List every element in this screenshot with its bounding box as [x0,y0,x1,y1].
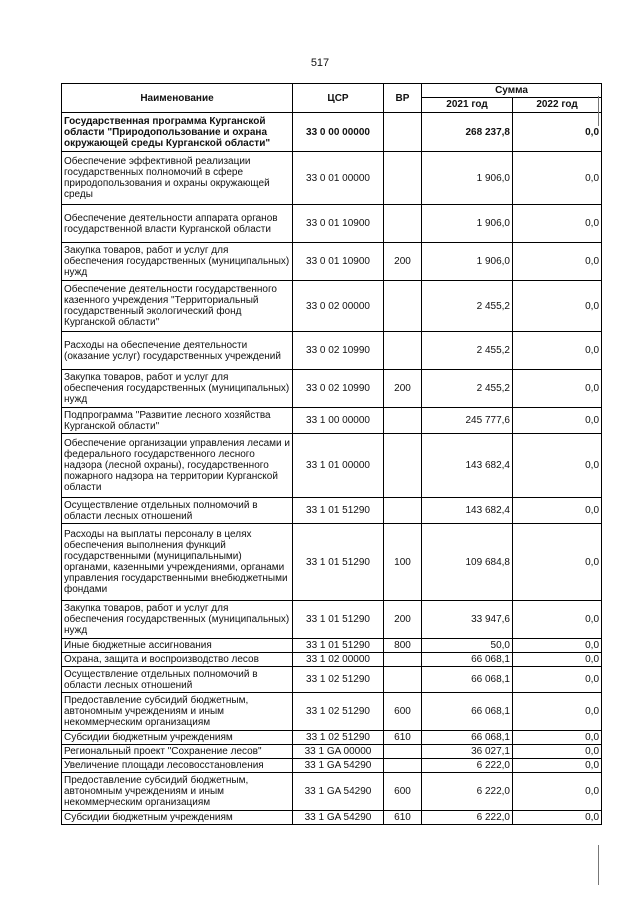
row-csr: 33 0 00 00000 [293,113,384,152]
row-sum-2021: 109 684,8 [422,524,513,601]
table-row [62,370,602,408]
table-row [62,408,602,434]
row-vr: 600 [384,773,422,811]
table-row [62,434,602,498]
table-row [62,113,602,152]
row-vr: 200 [384,243,422,281]
scan-artifact-line [598,96,599,126]
row-name: Иные бюджетные ассигнования [62,639,293,653]
column-header-name: Наименование [62,84,293,113]
row-sum-2021: 245 777,6 [422,408,513,434]
table-row [62,332,602,370]
row-vr: 200 [384,370,422,408]
row-vr: 100 [384,524,422,601]
row-name: Подпрограмма "Развитие лесного хозяйства Курганской области" [62,408,293,434]
row-sum-2022: 0,0 [513,811,602,825]
table-row [62,243,602,281]
row-csr: 33 1 GA 54290 [293,759,384,773]
row-sum-2021: 143 682,4 [422,498,513,524]
row-csr: 33 1 02 51290 [293,693,384,731]
row-csr: 33 1 GA 00000 [293,745,384,759]
row-csr: 33 0 02 00000 [293,281,384,332]
row-vr [384,332,422,370]
row-sum-2022: 0,0 [513,731,602,745]
table-row [62,524,602,601]
row-sum-2022: 0,0 [513,434,602,498]
row-sum-2021: 66 068,1 [422,693,513,731]
table-row [62,745,602,759]
row-sum-2022: 0,0 [513,408,602,434]
row-name: Субсидии бюджетным учреждениям [62,731,293,745]
column-header-vr: ВР [384,84,422,113]
table-row [62,281,602,332]
row-name: Предоставление субсидий бюджетным, автономным учреждениям и иным некоммерческим организациям [62,693,293,731]
column-header-sum: Сумма [422,84,602,98]
table-row [62,667,602,693]
row-vr: 800 [384,639,422,653]
row-sum-2021: 66 068,1 [422,653,513,667]
table-row [62,811,602,825]
table-row [62,653,602,667]
row-csr: 33 1 02 51290 [293,731,384,745]
row-csr: 33 1 02 51290 [293,667,384,693]
row-name: Увеличение площади лесовосстановления [62,759,293,773]
row-vr: 610 [384,731,422,745]
row-csr: 33 1 GA 54290 [293,773,384,811]
column-header-csr: ЦСР [293,84,384,113]
row-sum-2021: 6 222,0 [422,811,513,825]
row-sum-2021: 6 222,0 [422,773,513,811]
row-sum-2021: 2 455,2 [422,370,513,408]
row-vr [384,152,422,205]
table-row [62,759,602,773]
row-csr: 33 1 01 00000 [293,434,384,498]
row-sum-2021: 33 947,6 [422,601,513,639]
row-csr: 33 0 02 10990 [293,332,384,370]
row-vr [384,759,422,773]
row-vr: 200 [384,601,422,639]
row-sum-2022: 0,0 [513,152,602,205]
row-name: Обеспечение деятельности государственного казенного учреждения "Территориальный государственный экологический фонд Курганской области" [62,281,293,332]
row-vr: 600 [384,693,422,731]
row-vr [384,745,422,759]
row-sum-2021: 6 222,0 [422,759,513,773]
row-name: Закупка товаров, работ и услуг для обеспечения государственных (муниципальных) нужд [62,601,293,639]
row-csr: 33 0 01 00000 [293,152,384,205]
row-csr: 33 1 01 51290 [293,524,384,601]
row-csr: 33 0 01 10900 [293,243,384,281]
row-sum-2021: 143 682,4 [422,434,513,498]
row-name: Охрана, защита и воспроизводство лесов [62,653,293,667]
row-vr [384,408,422,434]
row-vr [384,653,422,667]
scan-artifact-line [598,845,599,885]
row-csr: 33 1 01 51290 [293,601,384,639]
table-row [62,731,602,745]
row-sum-2022: 0,0 [513,243,602,281]
row-sum-2022: 0,0 [513,332,602,370]
row-vr [384,498,422,524]
row-sum-2021: 66 068,1 [422,667,513,693]
row-sum-2022: 0,0 [513,667,602,693]
row-sum-2022: 0,0 [513,205,602,243]
row-csr: 33 1 01 51290 [293,639,384,653]
row-sum-2022: 0,0 [513,601,602,639]
row-name: Обеспечение эффективной реализации государственных полномочий в сфере природопользования и охраны окружающей среды [62,152,293,205]
row-vr [384,434,422,498]
row-name: Субсидии бюджетным учреждениям [62,811,293,825]
row-name: Расходы на выплаты персоналу в целях обеспечения выполнения функций государственными (муниципальными) органами, казенными учреждениями, органами управления государственными внебюджетными фондами [62,524,293,601]
row-name: Обеспечение деятельности аппарата органов государственной власти Курганской области [62,205,293,243]
row-name: Расходы на обеспечение деятельности (оказание услуг) государственных учреждений [62,332,293,370]
row-sum-2021: 1 906,0 [422,205,513,243]
row-vr [384,281,422,332]
budget-table [61,83,602,825]
row-sum-2022: 0,0 [513,773,602,811]
row-csr: 33 1 01 51290 [293,498,384,524]
row-name: Региональный проект "Сохранение лесов" [62,745,293,759]
row-sum-2021: 1 906,0 [422,152,513,205]
row-sum-2021: 2 455,2 [422,332,513,370]
row-sum-2022: 0,0 [513,113,602,152]
row-sum-2022: 0,0 [513,370,602,408]
column-header-2022: 2022 год [513,97,602,112]
row-sum-2022: 0,0 [513,653,602,667]
row-name: Закупка товаров, работ и услуг для обеспечения государственных (муниципальных) нужд [62,370,293,408]
row-csr: 33 1 02 00000 [293,653,384,667]
row-csr: 33 1 00 00000 [293,408,384,434]
row-sum-2021: 2 455,2 [422,281,513,332]
row-sum-2022: 0,0 [513,693,602,731]
row-sum-2022: 0,0 [513,524,602,601]
table-row [62,693,602,731]
row-sum-2022: 0,0 [513,281,602,332]
row-csr: 33 0 01 10900 [293,205,384,243]
table-body [62,113,602,825]
row-sum-2022: 0,0 [513,745,602,759]
row-sum-2022: 0,0 [513,639,602,653]
row-name: Государственная программа Курганской области "Природопользование и охрана окружающей среды Курганской области" [62,113,293,152]
row-name: Осуществление отдельных полномочий в области лесных отношений [62,498,293,524]
row-sum-2022: 0,0 [513,498,602,524]
page-number: 517 [310,57,330,69]
row-sum-2021: 66 068,1 [422,731,513,745]
row-name: Обеспечение организации управления лесами и федерального государственного лесного надзора (лесной охраны), государственного пожарного надзора на территории Курганской области [62,434,293,498]
row-name: Закупка товаров, работ и услуг для обеспечения государственных (муниципальных) нужд [62,243,293,281]
row-sum-2021: 50,0 [422,639,513,653]
table-row [62,639,602,653]
table-row [62,152,602,205]
table-row [62,601,602,639]
row-vr [384,667,422,693]
row-sum-2022: 0,0 [513,759,602,773]
table-row [62,498,602,524]
row-sum-2021: 268 237,8 [422,113,513,152]
row-name: Осуществление отдельных полномочий в области лесных отношений [62,667,293,693]
row-csr: 33 1 GA 54290 [293,811,384,825]
row-sum-2021: 1 906,0 [422,243,513,281]
row-vr [384,113,422,152]
column-header-2021: 2021 год [422,97,513,112]
table-row [62,773,602,811]
row-sum-2021: 36 027,1 [422,745,513,759]
row-vr: 610 [384,811,422,825]
row-vr [384,205,422,243]
row-csr: 33 0 02 10990 [293,370,384,408]
table-row [62,205,602,243]
row-name: Предоставление субсидий бюджетным, автономным учреждениям и иным некоммерческим организациям [62,773,293,811]
